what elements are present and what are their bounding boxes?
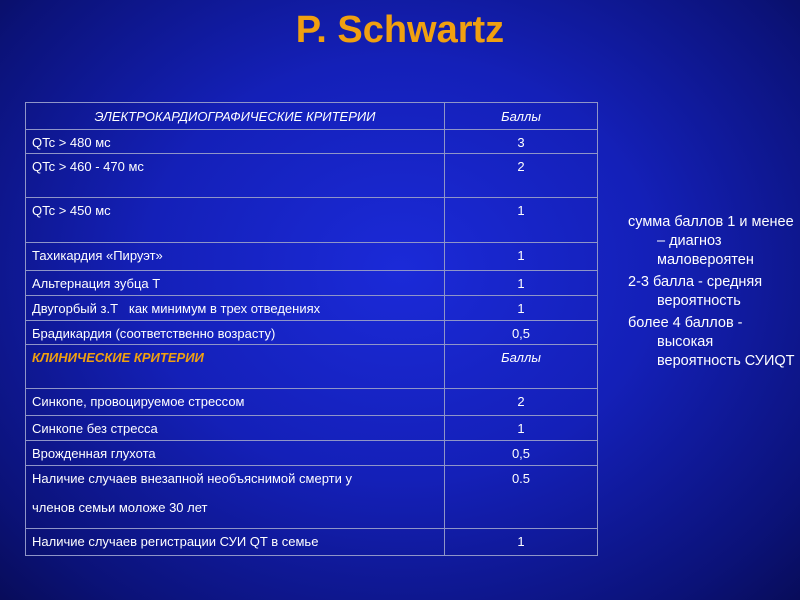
score-cell: 1 bbox=[445, 271, 598, 296]
criterion-cell: QTc > 450 мс bbox=[26, 198, 445, 243]
table-row bbox=[26, 529, 598, 556]
criteria-table bbox=[25, 102, 598, 556]
table-header-row bbox=[26, 103, 598, 130]
criterion-cell: Синкопе, провоцируемое стрессом bbox=[26, 389, 445, 416]
table-row bbox=[26, 389, 598, 416]
interpretation-item: более 4 баллов - высокая вероятность СУИQT bbox=[628, 315, 795, 369]
criterion-cell: Тахикардия «Пируэт» bbox=[26, 243, 445, 271]
score-cell: 1 bbox=[445, 416, 598, 441]
criterion-cell: Двугорбый з.Т как минимум в трех отведениях bbox=[26, 296, 445, 321]
criterion-cell: Наличие случаев регистрации СУИ QT в семье bbox=[26, 529, 445, 556]
table-row bbox=[26, 296, 598, 321]
clinical-criteria-header: КЛИНИЧЕСКИЕ КРИТЕРИИ bbox=[26, 345, 445, 389]
criterion-cell: Врожденная глухота bbox=[26, 441, 445, 466]
table-row bbox=[26, 416, 598, 441]
clinical-score-header: Баллы bbox=[445, 345, 598, 389]
table-row bbox=[26, 441, 598, 466]
score-cell: 1 bbox=[445, 198, 598, 243]
score-header: Баллы bbox=[445, 103, 598, 130]
score-cell: 1 bbox=[445, 529, 598, 556]
slide-title bbox=[0, 0, 800, 51]
title-line-2: P. Schwartz bbox=[295, 9, 505, 51]
table-row bbox=[26, 154, 598, 198]
score-cell: 3 bbox=[445, 130, 598, 154]
interpretation-list bbox=[628, 213, 798, 374]
table-row bbox=[26, 243, 598, 271]
table-row bbox=[26, 466, 598, 529]
ecg-criteria-header: ЭЛЕКТРОКАРДИОГРАФИЧЕСКИЕ КРИТЕРИИ bbox=[26, 103, 445, 130]
criterion-cell: QTc > 480 мс bbox=[26, 130, 445, 154]
score-cell: 0,5 bbox=[445, 441, 598, 466]
criterion-cell: Синкопе без стресса bbox=[26, 416, 445, 441]
title-line-1 bbox=[0, 0, 800, 2]
score-cell: 1 bbox=[445, 296, 598, 321]
table-row bbox=[26, 198, 598, 243]
criterion-cell: Альтернация зубца Т bbox=[26, 271, 445, 296]
interpretation-item: сумма баллов 1 и менее – диагноз маловероятен bbox=[628, 214, 794, 268]
clinical-header-row bbox=[26, 345, 598, 389]
criterion-cell bbox=[26, 466, 445, 529]
score-cell: 0,5 bbox=[445, 321, 598, 345]
interpretation-item: 2-3 балла - средняя вероятность bbox=[628, 274, 763, 309]
score-cell: 2 bbox=[445, 154, 598, 198]
table-row bbox=[26, 130, 598, 154]
table-row bbox=[26, 271, 598, 296]
criterion-cell: QTc > 460 - 470 мс bbox=[26, 154, 445, 198]
table-row bbox=[26, 321, 598, 345]
criterion-line-2: членов семьи моложе 30 лет bbox=[32, 500, 208, 515]
criterion-line-1: Наличие случаев внезапной необъяснимой смерти у bbox=[32, 471, 352, 486]
score-cell: 1 bbox=[445, 243, 598, 271]
score-cell: 2 bbox=[445, 389, 598, 416]
score-cell: 0.5 bbox=[445, 466, 598, 529]
criterion-cell: Брадикардия (соответственно возрасту) bbox=[26, 321, 445, 345]
